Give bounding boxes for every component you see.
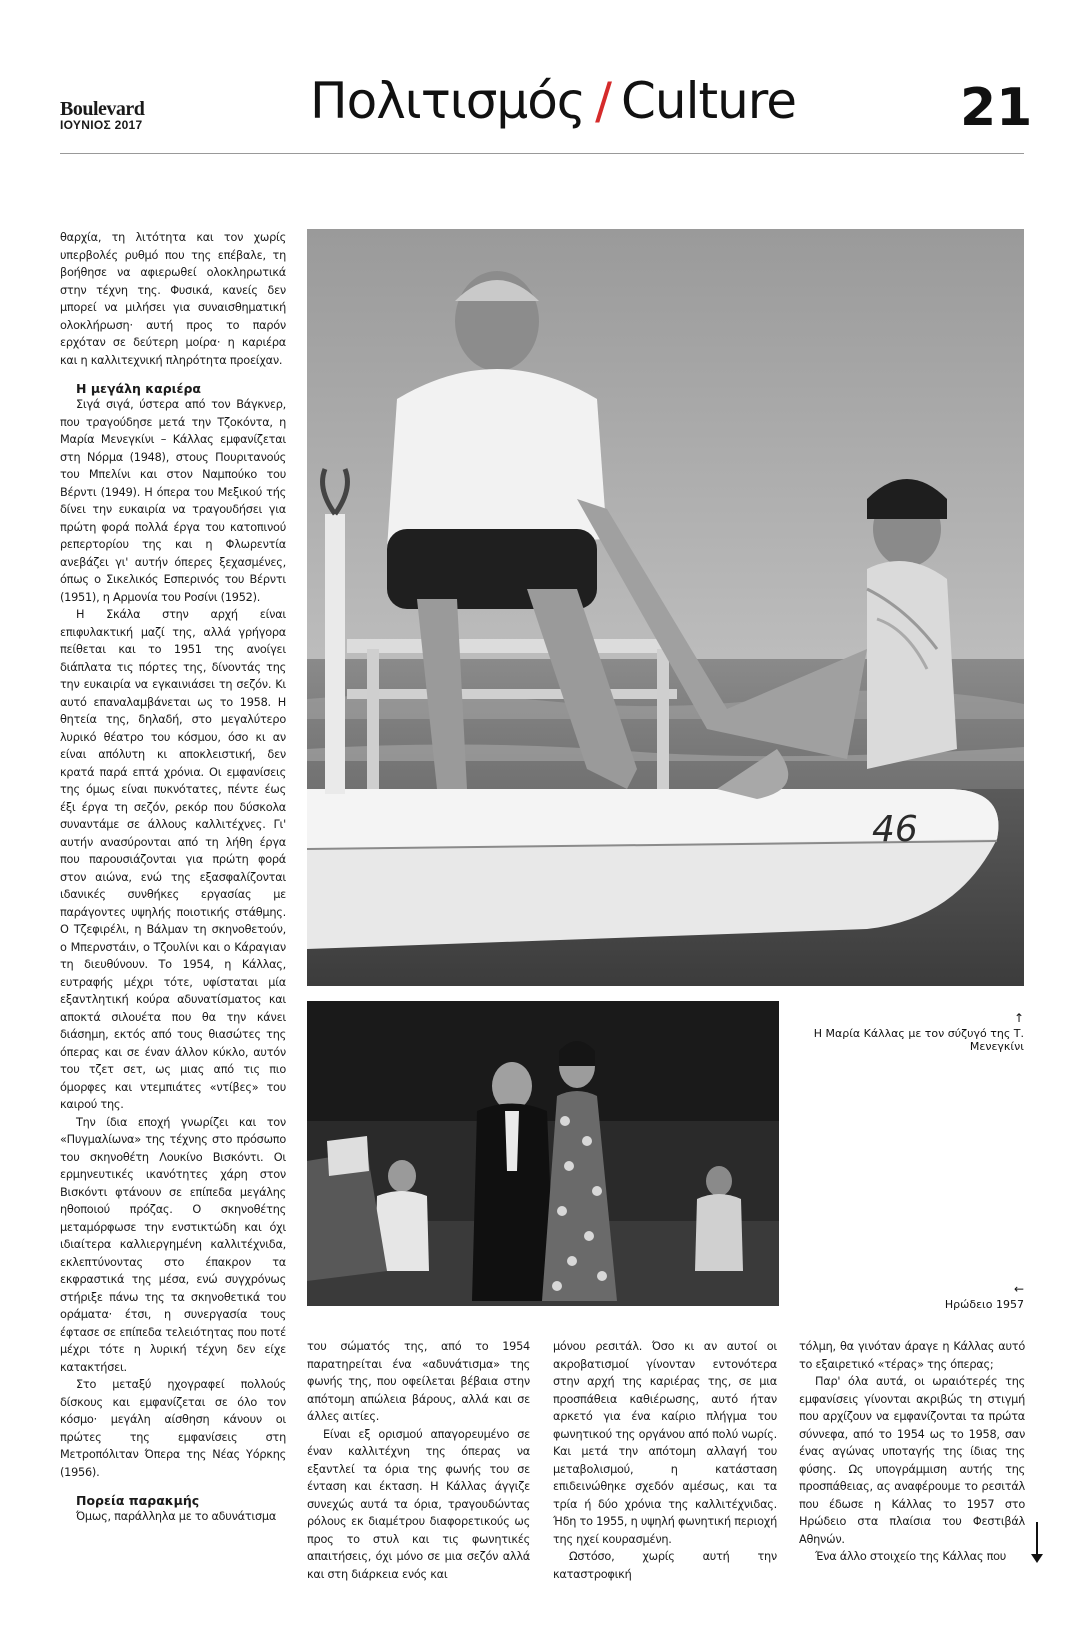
- article-column-3: [553, 1338, 777, 1583]
- paragraph: Παρ' όλα αυτά, οι ωραιότερές της εμφανίσεις γίνονται ακριβώς τη στιγμή που αρχίζουν να εμφανίζονται τα πρώτα σύννεφα, από το 1954 ως το 1958, σαν ένας αγώνας υποταγής της ίδιας της φύσης. Ως υπογράμμιση αυτής της προσπάθειας, ας αναφέρουμε το ρεσιτάλ που έδωσε η Κάλλας το 1957 στο Ηρώδειο στα πλαίσια του Φεστιβάλ Αθηνών.: [799, 1375, 1025, 1546]
- section-title-greek: Πολιτισμός: [310, 72, 586, 130]
- paragraph: Σιγά σιγά, ύστερα από τον Βάγκνερ, που τραγούδησε μετά την Τζοκόντα, η Μαρία Μενεγκίνι – Κάλλας εμφανίζεται στη Νόρμα (1948), στους Πουριτανούς του Μπελίνι και στον Ναμπούκο του Βέρντι (1949). Η όπερα του Μεξικού τής δίνει την ευκαιρία να τραγουδήσει για πρώτη φορά πολλά έργα του κατοπινού ρεπερτορίου της και η Φλωρεντία ανεβάζει γι' αυτήν όπερες ξεχασμένες, όπως ο Σικελικός Εσπερινός του Βέρντι (1951), η Αρμονία του Ροσίνι (1952).: [60, 398, 286, 604]
- article-column-4: [799, 1338, 1025, 1566]
- photo-caption-1: [795, 1012, 1024, 1053]
- paragraph: Ένα άλλο στοιχείο της Κάλλας που: [815, 1550, 1007, 1563]
- page-number: 21: [960, 78, 1033, 138]
- boat-number-text: 46: [872, 809, 918, 850]
- arrow-up-icon: ↑: [1013, 1011, 1024, 1025]
- issue-date: ΙΟΥΝΙΟΣ 2017: [60, 118, 143, 132]
- subheading: Πορεία παρακμής: [76, 1493, 200, 1508]
- photo-callas-beach: [307, 229, 1024, 986]
- subheading: Η μεγάλη καριέρα: [76, 381, 202, 396]
- paragraph: του σώματός της, από το 1954 παρατηρείται ένα «αδυνάτισμα» της φωνής της, που οφείλεται βέβαια στην απότομη απώλεια βάρους, αλλά και σε άλλες αιτίες.: [307, 1340, 530, 1423]
- section-title-separator: /: [595, 72, 612, 130]
- paragraph: Η Σκάλα στην αρχή είναι επιφυλακτική μαζί της, αλλά γρήγορα πείθεται και το 1951 της ανοίγει διάπλατα τις πόρτες της, δίνοντάς της την ευκαιρία να εγκαινιάσει τη σεζόν. Κι αυτό επαναλαμβάνεται ως το 1958. Η θητεία της, δηλαδή, στο μεγαλύτερο λυρικό θέατρο του κόσμου, όσο κι αν είναι απόλυτη κι αποκλειστική, δεν κρατά παρά επτά χρόνια. Οι εμφανίσεις της όμως είναι πυκνότατες, πέντε έως έξι έργα τη σεζόν, ρεκόρ που δύσκολα συναντάμε σε άλλους καλλιτέχνες. Γι' αυτήν ανασύρονται από τη λήθη έργα που παρουσιάζονται για πρώτη φορά στον αιώνα, ενώ της εξασφαλίζονται ιδανικές συνθήκες εργασίας με παράγοντες υψηλής ποιοτικής στάθμης. Ο Τζεφιρέλι, η Βάλμαν τη σκηνοθετούν, ο Μπερνστάιν, ο Τζουλίνι και ο Κάραγιαν τη διευθύνουν. Το 1954, η Κάλλας, ευτραφής μέχρι τότε, υφίσταται μία εξαντλητική κούρα αδυνατίσματος και αποκτά σιλουέτα που θα την κάνει διάσημη, εκτός από τους θιασώτες της όπερας και σε έναν άλλον κύκλο, αυτόν του τζετ σετ, ως μιας από τις πιο όμορφες και ντεμπιάτες «ντίβες» του καιρού της.: [60, 608, 286, 1111]
- publication-brand: Boulevard: [60, 98, 145, 120]
- caption-text: Ηρώδειο 1957: [944, 1298, 1024, 1311]
- paragraph: Στο μεταξύ ηχογραφεί πολλούς δίσκους και εμφανίζεται σε όλο τον κόσμο· μεγάλη αίσθηση κάνουν οι πρώτες της εμφανίσεις στη Μετροπόλιταν Όπερα της Νέας Υόρκης (1956).: [60, 1378, 286, 1479]
- paragraph: Ωστόσο, χωρίς αυτή την καταστροφική: [553, 1550, 777, 1581]
- continue-arrow-down-icon: [1030, 1522, 1044, 1564]
- paragraph: μόνου ρεσιτάλ. Όσο κι αν αυτοί οι ακροβατισμοί γίνονταν εντονότερα στην αρχή της καριέρας της, σε μια προσπάθεια καθιέρωσης, αυτό ήταν αρκετό για ένα καίριο πλήγμα του φωνητικού της οργάνου από πολύ νωρίς. Και μετά την απότομη αλλαγή του μεταβολισμού, η κατάσταση επιδεινώθηκε σχεδόν αμέσως, και τα τρία ή δύο χρόνια της καλλιτέχνιδας. Ήδη το 1955, η υψηλή φωνητική περιοχή της ηχεί κουρασμένη.: [553, 1340, 777, 1546]
- article-column-1: [60, 229, 286, 1526]
- article-column-2: [307, 1338, 530, 1583]
- paragraph: Όμως, παράλληλα με το αδυνάτισμα: [76, 1510, 277, 1523]
- photo-caption-2: [795, 1283, 1024, 1311]
- paragraph: Είναι εξ ορισμού απαγορευμένο σε έναν καλλιτέχνη της όπερας να εξαντλεί τα όρια της φωνής του σε ένταση και έκταση. Η Κάλλας άγγιζε συνεχώς αυτά τα όρια, τραγουδώντας ρόλους εκ διαμέτρου διαφορετικούς ως προς το στυλ και τις φωνητικές απαιτήσεις, όχι μόνο σε μια σεζόν αλλά και στη διάρκεια ενός και: [307, 1427, 530, 1581]
- photo-herodion-1957: [307, 1001, 779, 1306]
- header-rule: [60, 153, 1024, 154]
- caption-text: Η Μαρία Κάλλας με τον σύζυγό της Τ. Μενεγκίνι: [813, 1027, 1024, 1053]
- paragraph: θαρχία, τη λιτότητα και τον χωρίς υπερβολές ρυθμό που της επέβαλε, τη βοήθησε να αφιερωθεί ολοκληρωτικά στην τέχνη της. Φυσικά, κανείς δεν μπορεί να μιλήσει για συναισθηματική ολοκλήρωση· αυτή προς το παρόν ερχόταν σε δεύτερη μοίρα· η καριέρα και η καλλιτεχνική πληρότητα προείχαν.: [60, 231, 286, 367]
- paragraph: Την ίδια εποχή γνωρίζει και τον «Πυγμαλίωνα» της τέχνης στο πρόσωπο του σκηνοθέτη Λουκίνο Βισκόντι. Οι ερμηνευτικές ικανότητες χάρη στον Βισκόντι φτάνουν σε επίπεδα μεγάλης ηθοποιού πρόζας. Ο σκηνοθέτης μεταμόρφωσε την ενστικτώδη και όχι ιδιαίτερα καλλιεργημένη καλλιτέχνιδα, εκλεπτύνοντας στο έπακρον τα εκφραστικά της μέσα, ενώ συγχρόνως στήριξε πάνω της τα σκηνοθετικά του οράματα· έτσι, η συνεργασία τους έφτασε σε επίπεδα τελειότητας που ποτέ μέχρι τότε η λυρική τέχνη δεν είχε κατακτήσει.: [60, 1115, 286, 1374]
- section-title: [310, 72, 797, 130]
- paragraph: τόλμη, θα γινόταν άραγε η Κάλλας αυτό το εξαιρετικό «τέρας» της όπερας;: [799, 1340, 1025, 1371]
- arrow-left-icon: ←: [1013, 1282, 1024, 1296]
- section-title-english: Culture: [621, 72, 797, 130]
